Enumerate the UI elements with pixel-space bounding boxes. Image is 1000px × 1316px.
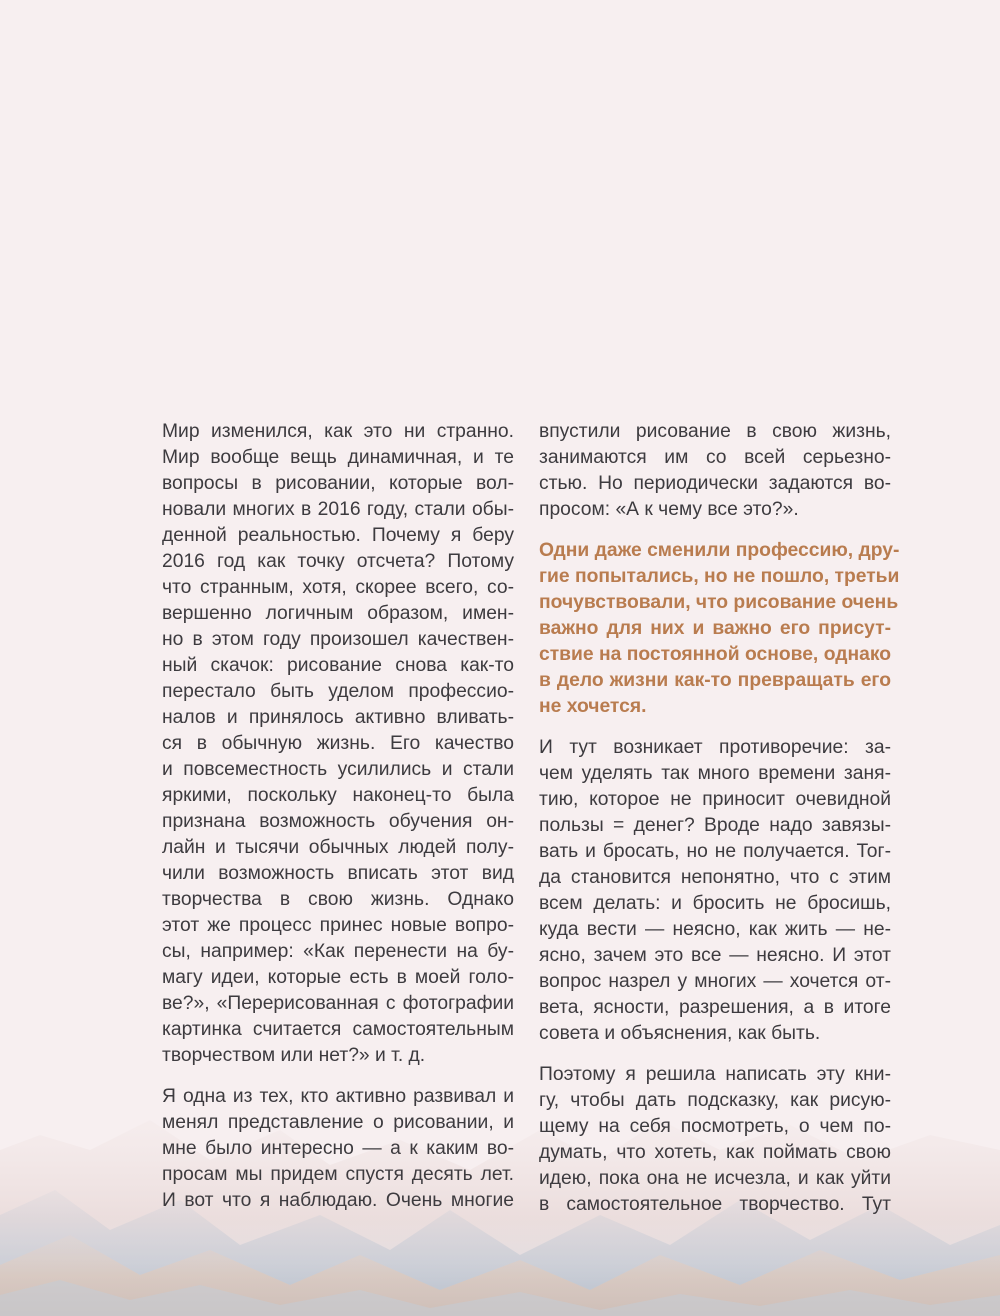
text-line: важно для них и важно его присут- bbox=[539, 618, 891, 639]
text-line: чем уделять так много времени заня- bbox=[539, 763, 891, 784]
text-line: впустили рисование в свою жизнь, bbox=[539, 421, 891, 442]
text-line: ствие на постоянной основе, однако bbox=[539, 644, 891, 665]
text-line: занимаются им со всей серьезно- bbox=[539, 447, 891, 468]
text-line: в дело жизни как-то превращать его bbox=[539, 670, 891, 691]
text-line: магу идеи, которые есть в моей голо- bbox=[162, 967, 514, 988]
text-line: совета и объяснения, как быть. bbox=[539, 1023, 821, 1044]
text-line: стью. Но периодически задаются во- bbox=[539, 473, 891, 494]
text-line: творчества в свою жизнь. Однако bbox=[162, 889, 514, 910]
text-line: идею, пока она не исчезла, и как уйти bbox=[539, 1168, 891, 1189]
text-line: перестало быть уделом профессио- bbox=[162, 681, 514, 702]
text-line: всем делать: и бросить не бросишь, bbox=[539, 893, 891, 914]
left-text-column bbox=[162, 419, 514, 1229]
text-line: и повсеместность усилились и стали bbox=[162, 759, 514, 780]
text-line: ся в обычную жизнь. Его качество bbox=[162, 733, 514, 754]
text-line: в самостоятельное творчество. Тут bbox=[539, 1194, 891, 1215]
text-line: почувствовали, что рисование очень bbox=[539, 592, 899, 613]
text-line: Мир изменился, как это ни странно. bbox=[162, 421, 514, 442]
text-line: налов и принялось активно вливать- bbox=[162, 707, 514, 728]
text-line: Одни даже сменили профессию, дру- bbox=[539, 540, 900, 561]
text-line: но в этом году произошел качествен- bbox=[162, 629, 514, 650]
text-line: лайн и тысячи обычных людей полу- bbox=[162, 837, 514, 858]
text-line: куда вести — неясно, как жить — не- bbox=[539, 919, 891, 940]
text-line: гу, чтобы дать подсказку, как рисую- bbox=[539, 1090, 891, 1111]
text-line: картинка считается самостоятельным bbox=[162, 1019, 514, 1040]
right-text-column bbox=[539, 419, 900, 1233]
text-line: новали многих в 2016 году, стали обы- bbox=[162, 499, 514, 520]
paragraph-4 bbox=[539, 735, 891, 1047]
text-line: признана возможность обучения он- bbox=[162, 811, 514, 832]
text-line: Поэтому я решила написать эту кни- bbox=[539, 1064, 891, 1085]
text-line: пользы = денег? Вроде надо завязы- bbox=[539, 815, 891, 836]
paragraph-2 bbox=[162, 1084, 514, 1214]
text-line: просом: «А к чему все это?». bbox=[539, 499, 799, 520]
text-line: да становится непонятно, что с этим bbox=[539, 867, 891, 888]
text-line: Я одна из тех, кто активно развивал и bbox=[162, 1086, 514, 1107]
text-line: менял представление о рисовании, и bbox=[162, 1112, 514, 1133]
paragraph-5 bbox=[539, 1062, 891, 1218]
text-line: щему на себя посмотреть, о чем по- bbox=[539, 1116, 891, 1137]
text-line: творчеством или нет?» и т. д. bbox=[162, 1045, 426, 1066]
text-line: вопрос назрел у многих — хочется от- bbox=[539, 971, 891, 992]
text-line: ве?», «Перерисованная с фотографии bbox=[162, 993, 514, 1014]
text-line: Мир вообще вещь динамичная, и те bbox=[162, 447, 514, 468]
text-line: сы, например: «Как перенести на бу- bbox=[162, 941, 514, 962]
paragraph-1 bbox=[162, 419, 514, 1069]
text-line: вопросы в рисовании, которые вол- bbox=[162, 473, 514, 494]
text-line: мне было интересно — а к каким во- bbox=[162, 1138, 514, 1159]
text-line: вершенно логичным образом, имен- bbox=[162, 603, 514, 624]
text-line: гие попытались, но не пошло, третьи bbox=[539, 566, 900, 587]
text-line: этот же процесс принес новые вопро- bbox=[162, 915, 514, 936]
text-line: денной реальностью. Почему я беру bbox=[162, 525, 514, 546]
text-line: просам мы придем спустя десять лет. bbox=[162, 1164, 514, 1185]
text-line: ный скачок: рисование снова как-то bbox=[162, 655, 514, 676]
text-line: И тут возникает противоречие: за- bbox=[539, 737, 891, 758]
text-line: И вот что я наблюдаю. Очень многие bbox=[162, 1190, 514, 1211]
highlighted-paragraph bbox=[539, 538, 900, 720]
text-line: яркими, поскольку наконец-то была bbox=[162, 785, 514, 806]
paragraph-3 bbox=[539, 419, 891, 523]
text-line: 2016 год как точку отсчета? Потому bbox=[162, 551, 514, 572]
text-line: чили возможность вписать этот вид bbox=[162, 863, 514, 884]
text-line: ясно, зачем это все — неясно. И этот bbox=[539, 945, 891, 966]
text-line: не хочется. bbox=[539, 696, 647, 717]
text-line: тию, которое не приносит очевидной bbox=[539, 789, 891, 810]
text-line: что странным, хотя, скорее всего, со- bbox=[162, 577, 514, 598]
text-line: вать и бросать, но не получается. Тог- bbox=[539, 841, 891, 862]
text-line: вета, ясности, разрешения, а в итоге bbox=[539, 997, 891, 1018]
text-line: думать, что хотеть, как поймать свою bbox=[539, 1142, 891, 1163]
